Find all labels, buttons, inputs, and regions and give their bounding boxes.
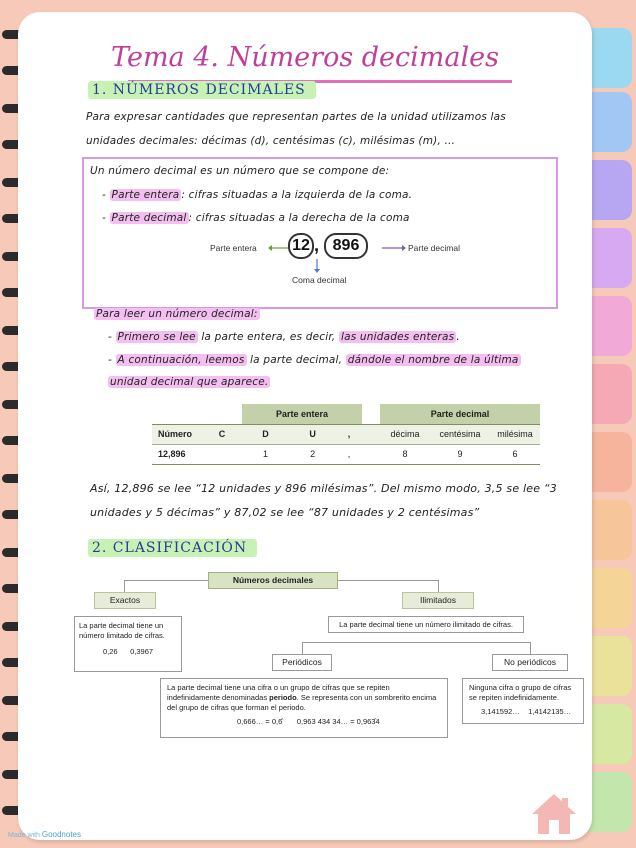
group-parte-entera: Parte entera [242,404,362,424]
page-title: Tema 4. Números decimales [111,42,499,73]
integer-part: 12 [288,233,314,259]
section-heading-clasificacion: 2. CLASIFICACIÓN [88,540,257,556]
section-tab-5[interactable] [586,296,632,356]
section-tab-9[interactable] [586,568,632,628]
section-heading-decimales: 1. NÚMEROS DECIMALES [88,82,316,98]
place-value-table [152,404,540,465]
tree-connector [338,580,438,581]
intro-line-1: Para expresar cantidades que representan partes de la unidad utilizamos las [86,111,506,123]
example-line-2: unidades y 5 décimas” y 87,02 se lee “87 unidades y 2 centésimas” [90,506,480,519]
reading-heading: Para leer un número decimal: [96,308,258,320]
classification-tree [74,572,574,747]
tree-connector [438,580,439,592]
group-parte-decimal: Parte decimal [380,404,540,424]
bullet-parte-entera: - Parte entera : cifras situadas a la izquierda de la coma. [102,189,413,201]
tree-connector [124,580,125,592]
tree-connector [302,642,303,654]
reading-step-2: - A continuación, leemos la parte decimal, dándole el nombre de la última [108,354,519,366]
intro-line-2: unidades decimales: décimas (d), centésimas (c), milésimas (m), … [86,135,456,147]
section-tab-11[interactable] [586,704,632,764]
figure-label-entera: Parte entera [210,243,257,253]
table-row: 12,896 1 2 , 8 9 6 [152,444,540,464]
ilimitados-desc: La parte decimal tiene un número ilimitado de cifras. [328,616,524,633]
tree-connector [124,580,208,581]
tree-node-periodicos: Periódicos [272,654,332,671]
periodicos-desc: La parte decimal tiene una cifra o un grupo de cifras que se repiten indefinidamente denominadas periodo. Se representa con un sombrerito encima del grupo de cifras que forman el periodo. [167,683,437,712]
label-parte-decimal: Parte decimal [111,212,187,224]
tree-root: Números decimales [208,572,338,589]
section-tab-1[interactable] [586,28,632,88]
decimal-part: 896 [324,233,368,259]
exactos-box [74,616,182,672]
section-tab-10[interactable] [586,636,632,696]
tree-node-no-periodicos: No periódicos [492,654,568,671]
decimal-number-figure [210,229,464,289]
section-tab-7[interactable] [586,432,632,492]
tree-connector [530,642,531,654]
figure-label-coma: Coma decimal [292,275,347,285]
definition-box [82,157,558,309]
figure-label-decimal: Parte decimal [408,243,460,253]
no-periodicos-examples: 3,141592… 1,4142135… [481,707,572,716]
no-periodicos-box [462,678,584,724]
section-tab-6[interactable] [586,364,632,424]
decimal-comma: , [314,235,320,255]
reading-step-2-cont: unidad decimal que aparece. [110,376,269,388]
section-tab-8[interactable] [586,500,632,560]
periodicos-examples: 0,666… = 0,6̂ 0,963 434 34… = 0,963̂4 [237,717,380,726]
no-periodicos-desc: Ninguna cifra o grupo de cifras se repiten indefinidamente. [469,683,572,702]
home-icon[interactable] [530,792,578,836]
label-parte-entera: Parte entera [111,189,180,201]
example-line-1: Así, 12,896 se lee “12 unidades y 896 milésimas”. Del mismo modo, 3,5 se lee “3 [90,482,557,495]
section-tab-12[interactable] [586,772,632,832]
tree-connector [302,642,530,643]
table-header-row: Número C D U , décima centésima milésima [152,424,540,444]
bullet-parte-decimal: - Parte decimal : cifras situadas a la derecha de la coma [102,212,410,224]
exactos-examples: 0,26 0,3967 [103,647,154,656]
tree-node-exactos: Exactos [94,592,156,609]
exactos-desc: La parte decimal tiene un número limitado de cifras. [79,621,165,640]
tree-node-ilimitados: Ilimitados [402,592,474,609]
section-tab-3[interactable] [586,160,632,220]
goodnotes-logo: Made with Goodnotes [8,830,81,839]
definition-line: Un número decimal es un número que se compone de: [90,165,390,177]
section-tab-2[interactable] [586,92,632,152]
section-tab-4[interactable] [586,228,632,288]
reading-step-1: - Primero se lee la parte entera, es decir, las unidades enteras . [108,331,460,343]
periodicos-box [160,678,448,738]
notebook-page [18,12,592,840]
